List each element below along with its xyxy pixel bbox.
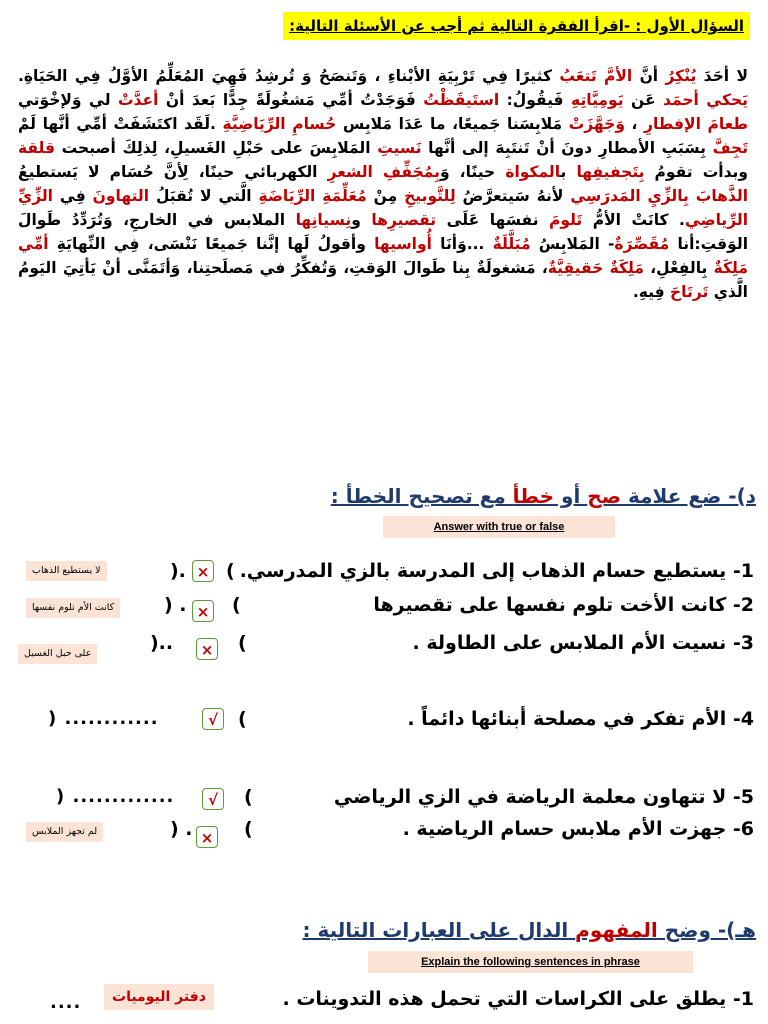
paragraph-text: . كانَتْ الأمُّ <box>582 211 685 229</box>
paragraph-text: .لَقَد اكتَشَفَتْ أمِّي أنَّها لَمْ <box>18 115 223 133</box>
highlighted-word: تَلومَ <box>549 211 583 229</box>
paren-close-5: ) ............. <box>56 786 175 807</box>
concept-answer-1: دفتر اليوميات <box>104 984 214 1010</box>
highlighted-word: نِسيانِها <box>295 211 352 229</box>
highlighted-word: مُعَلِّمَةِ الرِّيَاضَةِ <box>258 187 367 205</box>
paren-close-4: ) ............ <box>48 708 159 729</box>
highlighted-word: أعدَّتْ <box>117 91 159 109</box>
statement-5: 5- لا تتهاون معلمة الرياضة في الزي الرياضي <box>333 786 754 808</box>
paragraph-text: أنَّ <box>632 67 666 85</box>
highlighted-word: بِتَجفيفِها <box>576 163 645 181</box>
highlighted-word: بِمُجَفِّفِ الشعرِ <box>327 163 440 181</box>
statement-6: 6- جهزت الأم ملابس حسام الرياضية . <box>402 818 754 840</box>
paragraph-text: ، مَشغولَةٌ بِنا طَوالَ الوَقتِ، وَتُفكِّرُ في مَصلَحتِنا، وَأتَمَنَّى أنْ يَأتِيَ اليَومُ الَّذي <box>18 259 748 301</box>
answer-mark-4[interactable]: √ <box>202 708 224 730</box>
paragraph-text: فِي <box>52 187 93 205</box>
section-d-false-word: خطأ <box>512 484 555 508</box>
highlighted-word: مُبَلَّلَةٌ <box>492 235 531 253</box>
paragraph-text: وبدأت تقومُ <box>644 163 748 181</box>
paragraph-text: الملابس في الخارجِ، وَتُرَدِّدُ طَوالَ الوَقتِ:أنا <box>18 211 749 253</box>
paragraph-text: المَلابِسَ على حَبْلِ الغَسيلِ، لِذلِكَ أصبحت <box>55 139 378 157</box>
statement-3: 3- نسيت الأم الملابس على الطاولة . <box>412 632 754 654</box>
highlighted-word: مَلِكَةٌ حَقيقِيَّةٌ <box>547 259 644 277</box>
highlighted-word: حُسامِ الرِّيَاضِيَّةِ <box>222 115 337 133</box>
paragraph-text: حينًا، وَ <box>439 163 506 181</box>
statement-4: 4- الأم تفكر في مصلحة أبنائها دائماً . <box>407 708 754 730</box>
section-d-note: Answer with true or false <box>383 516 615 538</box>
paragraph-text: نفسَها عَلَى <box>436 211 550 229</box>
paragraph-text: كثيرًا فِي تَرْبِيَةِ الأبْناءِ ، وَتَنصَحُ وَ تُرشِدُ فَهِيَ المُعَلِّمُ الأوَّلُ فِي الحَيَاةِ. <box>18 67 560 85</box>
answer-mark-2[interactable]: × <box>192 600 214 622</box>
answer-mark-6[interactable]: × <box>196 826 218 848</box>
paren-open-1: ( <box>226 560 235 582</box>
statement-2: 2- كانت الأخت تلوم نفسها على تقصيرها <box>373 594 754 616</box>
paragraph-text: فِيهِ. <box>632 283 671 301</box>
correction-2: كانت الأم تلوم نفسها <box>26 598 120 618</box>
section-d-true-word: صح <box>587 484 622 508</box>
answer-mark-3[interactable]: × <box>196 638 218 660</box>
paragraph-text: بِالفِعْلِ، <box>643 259 714 277</box>
paragraph-text: ، <box>624 115 645 133</box>
highlighted-word: طعامَ الإفطارِ <box>644 115 749 133</box>
highlighted-word: التهاونَ <box>92 187 150 205</box>
highlighted-word: أُواسيها <box>374 235 432 253</box>
answer-mark-5[interactable]: √ <box>202 788 224 810</box>
section-h-suffix: الدال على العبارات التالية : <box>302 918 576 942</box>
paragraph-text: - المَلابِسُ <box>530 235 615 253</box>
reading-paragraph <box>18 64 748 304</box>
section-h-heading <box>303 918 756 942</box>
section-d-suffix: مع تصحيح الخطأ : <box>330 484 513 508</box>
highlighted-word: مُقَصِّرَةٌ <box>614 235 670 253</box>
highlighted-word: الذَّهابَ بِالزِّيِ المَدرَسِي <box>570 187 749 205</box>
paragraph-text: وأقولُ لَها إنَّنا جَميعًا نَنْسَى، فِي النِّهايَةِ <box>48 235 375 253</box>
paren-open-6: ( <box>244 818 253 840</box>
highlighted-word: يُنْكِرُ <box>665 67 697 85</box>
paren-close-2: ) . <box>164 594 187 616</box>
paragraph-text: و <box>351 211 372 229</box>
section-h-note: Explain the following sentences in phrase <box>368 951 693 973</box>
paragraph-text: عَن <box>623 91 663 109</box>
paragraph-text: ب <box>560 163 577 181</box>
paren-open-3: ( <box>238 632 247 654</box>
section-d-prefix: د)- ضع علامة <box>621 484 756 508</box>
highlighted-word: المكواة <box>505 163 561 181</box>
highlighted-word: قلقة <box>18 139 56 157</box>
paragraph-text: مِنْ <box>366 187 405 205</box>
paren-close-1: ). <box>170 560 186 582</box>
paren-close-6: ) . <box>170 818 193 840</box>
paragraph-text: الكهربائي حينًا، لِأنَّ حُسَام لا يَستطيعُ <box>18 163 328 181</box>
highlighted-word: الأمَّ تَتعَبُ <box>559 67 633 85</box>
highlighted-word: لِلتَّوبيخِ <box>404 187 456 205</box>
concept-dots-1: .... <box>50 992 82 1013</box>
paragraph-text: ...وَأنَا <box>431 235 493 253</box>
concept-statement-1: 1- يطلق على الكراسات التي تحمل هذه التدوينات . <box>282 988 754 1010</box>
correction-3: على حبل الغسيل <box>18 644 97 664</box>
statement-1: 1- يستطيع حسام الذهاب إلى المدرسة بالزي المدرسي. <box>239 560 754 582</box>
paren-open-2: ( <box>232 594 241 616</box>
section-h-prefix: هـ)- وضح <box>657 918 756 942</box>
paragraph-text: فَوَجَدْتُ أمِّي مَشغُولَةً جِدًّا بَعدَ أنْ <box>158 91 424 109</box>
section-h-concept-word: المفهوم <box>575 918 658 942</box>
paren-open-5: ( <box>244 786 253 808</box>
correction-6: لم تجهز الملابس <box>26 822 103 842</box>
highlighted-word: وَجَهَّزَتْ <box>568 115 625 133</box>
paren-close-3: ).. <box>150 632 174 654</box>
paragraph-text: لي وَلإخْوَتي <box>18 91 118 109</box>
section-d-or: أو <box>554 484 588 508</box>
paragraph-text: الَّتي لا تُقبَلُ <box>149 187 259 205</box>
highlighted-word: استَيقَظْتُ <box>423 91 500 109</box>
paragraph-text: لا أحَدَ <box>696 67 748 85</box>
paragraph-text: بِسَبَبِ الأمطارِ دونَ أنْ تَنتَبِهَ إلى أنَّها <box>421 139 713 157</box>
correction-1: لا يستطيع الذهاب <box>26 561 107 581</box>
highlighted-word: يَومِيَّاتِهِ <box>571 91 624 109</box>
highlighted-word: أمِّي مَلِكَةٌ <box>18 235 748 277</box>
paragraph-text: مَلابِسَنا جَميعًا، ما عَدَا مَلابِس <box>336 115 569 133</box>
paragraph-text: لأنهُ سَيتعرَّضُ <box>455 187 571 205</box>
section-d-heading <box>331 484 756 508</box>
paren-open-4: ( <box>238 708 247 730</box>
question-title: السؤال الأول : -اقرأ الفقرة التالية ثم أجب عن الأسئلة التالية: <box>283 12 750 40</box>
highlighted-word: يَحكي أحمَد <box>663 91 748 109</box>
paragraph-text: فَيقُولُ: <box>499 91 572 109</box>
highlighted-word: تقصيرِها <box>371 211 437 229</box>
highlighted-word: تَرتَاحَ <box>670 283 709 301</box>
highlighted-word: نَسيتِ <box>377 139 422 157</box>
highlighted-word: الزِّيِّ الرِّياضِي <box>18 187 749 229</box>
highlighted-word: تَجِفَّ <box>712 139 749 157</box>
answer-mark-1[interactable]: × <box>192 560 214 582</box>
